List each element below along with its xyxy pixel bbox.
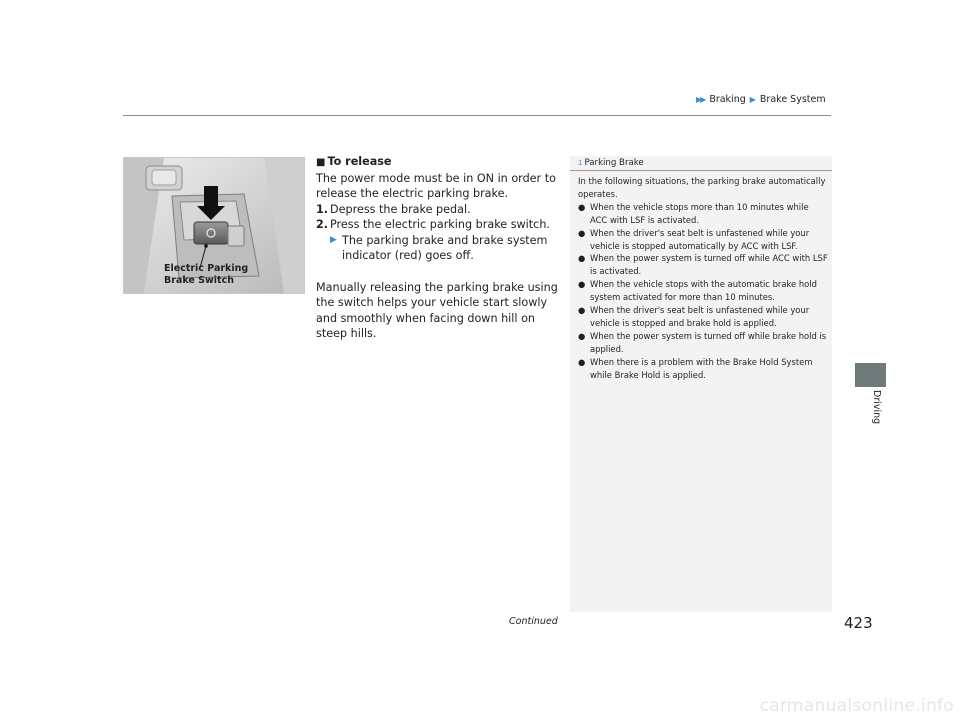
bullet-icon: ● <box>578 330 586 341</box>
list-item-text: When the driver's seat belt is unfastened while your vehicle is stopped and brake hold is applied. <box>590 305 810 328</box>
header-rule <box>123 115 831 116</box>
sidebar-title-text: Parking Brake <box>584 158 644 168</box>
list-item <box>578 356 828 382</box>
list-item <box>578 330 828 356</box>
chapter-tab <box>855 363 886 387</box>
arrow-icon: ▶ <box>330 234 337 245</box>
breadcrumb-item-brake-system[interactable]: Brake System <box>759 94 826 105</box>
main-content <box>316 154 561 342</box>
reference-icon: 1 <box>578 159 583 167</box>
list-item-text: When there is a problem with the Brake Hold System while Brake Hold is applied. <box>590 356 813 380</box>
intro-text: The power mode must be in ON in order to release the electric parking brake. <box>316 171 556 200</box>
bullet-icon: ● <box>578 279 586 290</box>
substep-item <box>316 233 561 264</box>
step-item <box>316 217 561 233</box>
list-item <box>578 201 828 227</box>
page-number: 423 <box>844 614 873 632</box>
closing-text: Manually releasing the parking brake using the switch helps your vehicle start slowly and smoothly when facing down hill on steep hills. <box>316 280 558 340</box>
substep-text: The parking brake and brake system indicator (red) goes off. <box>342 233 548 262</box>
bullet-icon: ● <box>578 253 586 264</box>
triangle-icon: ▶ <box>749 95 756 104</box>
bullet-icon: ● <box>578 356 586 367</box>
chapter-tab-label: Driving <box>871 390 882 425</box>
continued-label: Continued <box>509 616 558 627</box>
step-text: Press the electric parking brake switch. <box>330 218 550 231</box>
list-item <box>578 252 828 278</box>
step-text: Depress the brake pedal. <box>330 202 471 216</box>
step-number: 2. <box>316 218 329 231</box>
sidebar-body <box>578 175 828 382</box>
watermark[interactable]: carmanualsonline.info <box>759 696 954 716</box>
list-item-text: When the power system is turned off while brake hold is applied. <box>590 330 827 354</box>
sidebar-title <box>570 156 832 171</box>
step-number: 1. <box>316 202 329 216</box>
bullet-icon: ● <box>578 201 586 212</box>
list-item <box>578 304 828 330</box>
list-item <box>578 278 828 304</box>
list-item-text: When the vehicle stops more than 10 minutes while ACC with LSF is activated. <box>590 201 809 225</box>
figure-label <box>164 263 248 287</box>
breadcrumb <box>696 94 826 105</box>
list-item-text: When the vehicle stops with the automatic brake hold system activated for more than 10 minutes. <box>590 279 817 303</box>
section-heading <box>316 154 561 171</box>
list-item <box>578 227 828 253</box>
square-bullet-icon: ■ <box>316 157 326 168</box>
bullet-icon: ● <box>578 227 586 238</box>
breadcrumb-item-braking[interactable]: Braking <box>709 94 746 105</box>
bullet-icon: ● <box>578 305 586 316</box>
list-item-text: When the driver's seat belt is unfastened while your vehicle is stopped automatically by ACC with LSF. <box>590 227 810 251</box>
sidebar-note <box>570 156 832 612</box>
step-item <box>316 202 561 218</box>
section-heading-text: To release <box>327 155 392 168</box>
figure-label-line-2: Brake Switch <box>164 275 234 286</box>
sidebar-intro: In the following situations, the parking brake automatically operates. <box>578 176 826 199</box>
double-triangle-icon: ▶▶ <box>696 95 705 104</box>
figure-label-line-1: Electric Parking <box>164 263 249 274</box>
list-item-text: When the power system is turned off while ACC with LSF is activated. <box>590 253 828 277</box>
